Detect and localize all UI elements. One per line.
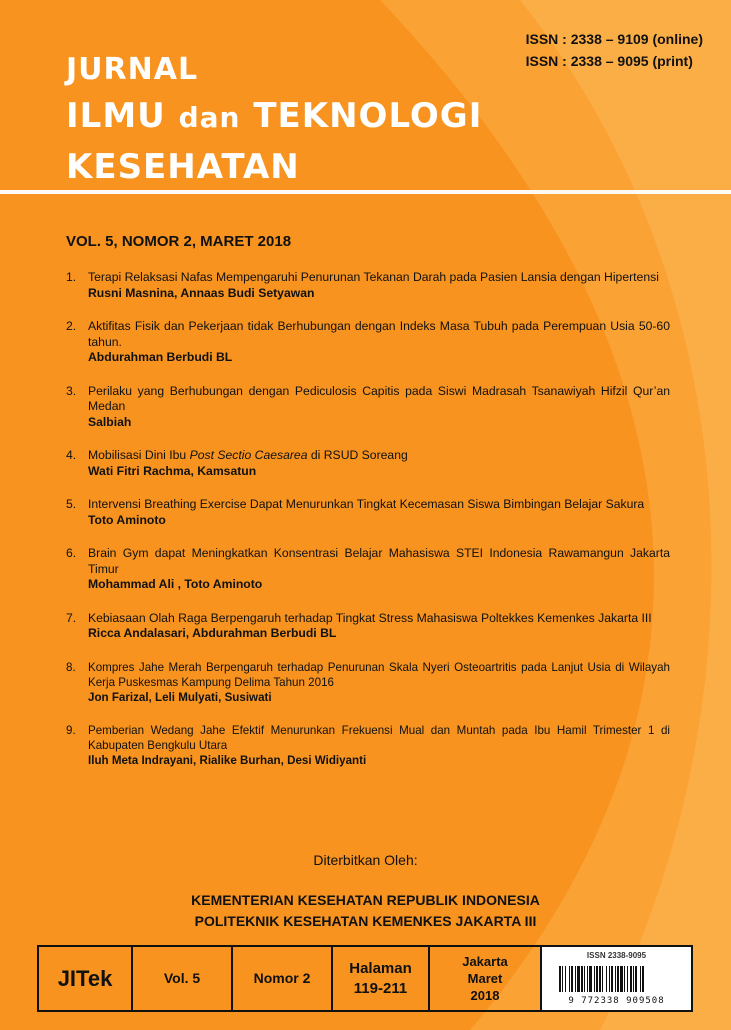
barcode-bar bbox=[584, 966, 585, 992]
article-item bbox=[66, 660, 670, 705]
barcode-bar bbox=[565, 966, 566, 992]
article-title: Brain Gym dapat Meningkatkan Konsentrasi Belajar Mahasiswa STEI Indonesia Rawamangun Jakarta Timur bbox=[88, 546, 670, 576]
footer-number: Nomor 2 bbox=[233, 947, 333, 1010]
article-title: Kebiasaan Olah Raga Berpengaruh terhadap Tingkat Stress Mahasiswa Poltekkes Kemenkes Jakarta III bbox=[88, 610, 652, 625]
barcode-bars bbox=[557, 966, 677, 992]
barcode-bar bbox=[615, 966, 616, 992]
title-teknologi: TEKNOLOGI bbox=[240, 96, 483, 136]
article-title-italic: Post Sectio Caesarea bbox=[189, 448, 308, 462]
article-number: 8. bbox=[66, 660, 76, 674]
barcode-bar bbox=[599, 966, 601, 992]
article-number: 7. bbox=[66, 610, 77, 625]
article-item bbox=[66, 723, 670, 768]
barcode-bar bbox=[596, 966, 598, 992]
barcode-number: 9 772338 909508 bbox=[568, 996, 665, 1006]
issn-online: ISSN : 2338 – 9109 (online) bbox=[525, 31, 703, 47]
barcode-bar bbox=[577, 966, 580, 992]
article-number: 6. bbox=[66, 546, 77, 560]
title-line-1: JURNAL bbox=[66, 52, 199, 87]
barcode-bar bbox=[569, 966, 570, 992]
barcode-bar bbox=[606, 966, 607, 992]
publisher-ministry: KEMENTERIAN KESEHATAN REPUBLIK INDONESIA bbox=[191, 892, 540, 908]
article-authors: Abdurahman Berbudi BL bbox=[88, 350, 233, 364]
barcode-bar bbox=[624, 966, 625, 992]
article-number: 9. bbox=[66, 723, 76, 737]
publisher-block bbox=[0, 890, 731, 932]
barcode-bar bbox=[594, 966, 595, 992]
article-title bbox=[88, 448, 670, 464]
barcode-bar bbox=[602, 966, 603, 992]
barcode-issn: ISSN 2338-9095 bbox=[586, 951, 647, 960]
footer-pages bbox=[333, 947, 430, 1010]
article-list bbox=[66, 270, 670, 768]
article-title: Intervensi Breathing Exercise Dapat Menurunkan Tingkat Kecemasan Siswa Bimbingan Belajar Sakura bbox=[88, 497, 645, 511]
journal-title bbox=[66, 50, 482, 190]
barcode-bar bbox=[635, 966, 637, 992]
barcode-bar bbox=[589, 966, 592, 992]
article-title-part: Mobilisasi Dini Ibu bbox=[88, 448, 190, 462]
article-number: 2. bbox=[66, 319, 77, 333]
article-title: Pemberian Wedang Jahe Efektif Menurunkan Frekuensi Mual dan Muntah pada Ibu Hamil Trimester 1 di Kabupaten Bengkulu Utara bbox=[88, 723, 670, 752]
barcode-bar bbox=[611, 966, 613, 992]
barcode-bar bbox=[575, 966, 576, 992]
footer-volume: Vol. 5 bbox=[133, 947, 233, 1010]
footer-journal-abbr: JITek bbox=[39, 947, 133, 1010]
footer-place: Jakarta bbox=[462, 954, 508, 969]
article-authors: Wati Fitri Rachma, Kamsatun bbox=[88, 463, 257, 478]
barcode bbox=[542, 947, 691, 1010]
volume-heading: VOL. 5, NOMOR 2, MARET 2018 bbox=[66, 233, 292, 250]
publisher-lead: Diterbitkan Oleh: bbox=[313, 852, 418, 868]
article-authors: Ricca Andalasari, Abdurahman Berbudi BL bbox=[88, 626, 337, 640]
issn-block bbox=[526, 28, 703, 72]
article-number: 3. bbox=[66, 383, 77, 398]
footer-place-date bbox=[430, 947, 542, 1010]
article-item bbox=[66, 497, 670, 528]
barcode-bar bbox=[627, 966, 628, 992]
barcode-bar bbox=[562, 966, 563, 992]
article-authors: Rusni Masnina, Annaas Budi Setyawan bbox=[88, 285, 315, 300]
article-item bbox=[66, 384, 670, 431]
article-authors: Salbiah bbox=[88, 414, 132, 429]
article-authors: Toto Aminoto bbox=[88, 512, 166, 527]
title-ilmu: ILMU bbox=[66, 96, 179, 136]
article-authors: Jon Farizal, Leli Mulyati, Susiwati bbox=[88, 690, 272, 704]
article-title: Aktifitas Fisik dan Pekerjaan tidak Berhubungan dengan Indeks Masa Tubuh pada Perempuan Usia 50-60 tahun. bbox=[88, 319, 670, 349]
barcode-bar bbox=[642, 966, 644, 992]
article-item bbox=[66, 546, 670, 593]
article-authors: Iluh Meta Indrayani, Rialike Burhan, Desi Widiyanti bbox=[88, 753, 367, 767]
barcode-bar bbox=[587, 966, 588, 992]
barcode-bar bbox=[571, 966, 573, 992]
article-title: Terapi Relaksasi Nafas Mempengaruhi Penurunan Tekanan Darah pada Pasien Lansia dengan Hipertensi bbox=[88, 270, 659, 284]
header-divider bbox=[0, 190, 731, 194]
barcode-bar bbox=[633, 966, 634, 992]
barcode-bar bbox=[640, 966, 641, 992]
barcode-bar bbox=[559, 966, 561, 992]
barcode-bar bbox=[630, 966, 632, 992]
article-title: Perilaku yang Berhubungan dengan Pediculosis Capitis pada Siswi Madrasah Tsanawiyah Hifzil Qur’an Medan bbox=[88, 383, 670, 413]
issn-print: ISSN : 2338 – 9095 (print) bbox=[525, 53, 693, 69]
article-item bbox=[66, 448, 670, 479]
article-item bbox=[66, 270, 670, 301]
article-item bbox=[66, 319, 670, 366]
article-number: 4. bbox=[66, 448, 77, 462]
title-line-2 bbox=[66, 90, 482, 144]
article-item bbox=[66, 611, 670, 642]
footer-month: Maret bbox=[467, 971, 503, 986]
footer-pages-label: Halaman bbox=[349, 959, 412, 977]
footer-pages-range: 119-211 bbox=[353, 979, 408, 997]
footer-table bbox=[37, 945, 693, 1012]
article-number: 5. bbox=[66, 497, 77, 511]
article-title: Kompres Jahe Merah Berpengaruh terhadap Penurunan Skala Nyeri Osteoartritis pada Lanjut Usia di Wilayah Kerja Puskesmas Kampung Delima Tahun 2016 bbox=[88, 660, 670, 689]
title-dan: dan bbox=[178, 101, 241, 134]
publisher-polytechnic: POLITEKNIK KESEHATAN KEMENKES JAKARTA III bbox=[194, 913, 537, 929]
title-line-3: KESEHATAN bbox=[66, 147, 300, 187]
article-number: 1. bbox=[66, 270, 77, 284]
article-title-part: di RSUD Soreang bbox=[307, 448, 408, 462]
barcode-bar bbox=[581, 966, 583, 992]
barcode-bar bbox=[609, 966, 610, 992]
footer-year: 2018 bbox=[470, 988, 500, 1003]
article-authors: Mohammad Ali , Toto Aminoto bbox=[88, 577, 263, 591]
barcode-bar bbox=[617, 966, 619, 992]
barcode-bar bbox=[620, 966, 623, 992]
